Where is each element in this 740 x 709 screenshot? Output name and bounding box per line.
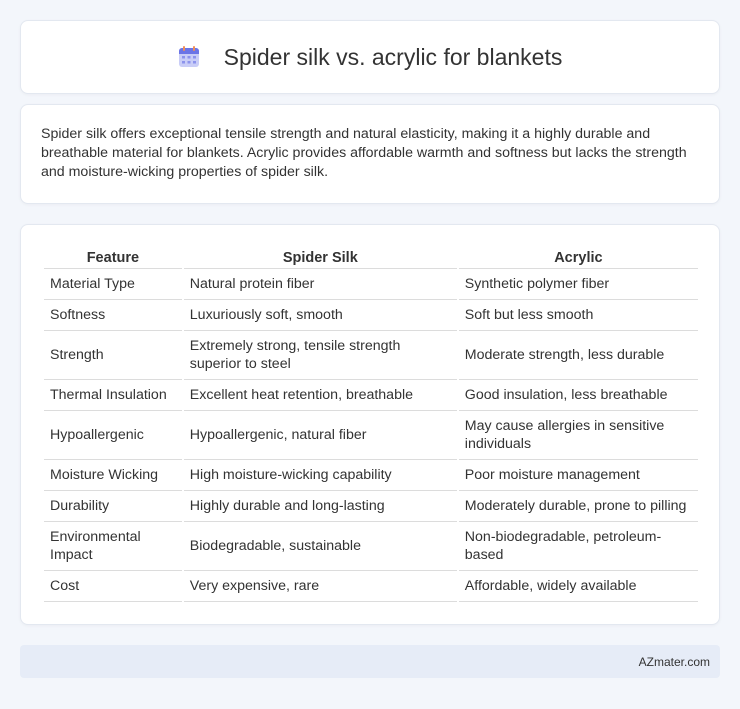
acrylic-cell: Good insulation, less breathable: [459, 380, 698, 411]
table-row: [44, 522, 698, 571]
feature-cell: Cost: [44, 571, 182, 602]
table-row: [44, 269, 698, 300]
spider-silk-cell: Luxuriously soft, smooth: [184, 300, 457, 331]
spider-silk-cell: Natural protein fiber: [184, 269, 457, 300]
feature-cell: Material Type: [44, 269, 182, 300]
feature-cell: Moisture Wicking: [44, 460, 182, 491]
comparison-table: [42, 245, 700, 602]
acrylic-cell: Soft but less smooth: [459, 300, 698, 331]
summary-card: [20, 104, 720, 204]
table-row: [44, 411, 698, 460]
spider-silk-cell: Very expensive, rare: [184, 571, 457, 602]
table-row: [44, 331, 698, 380]
acrylic-cell: Poor moisture management: [459, 460, 698, 491]
footer: [20, 645, 720, 678]
footer-source: AZmater.com: [638, 654, 710, 669]
header-spider-silk: Spider Silk: [184, 245, 457, 269]
acrylic-cell: Non-biodegradable, petroleum-based: [459, 522, 698, 571]
acrylic-cell: Moderately durable, prone to pilling: [459, 491, 698, 522]
acrylic-cell: Moderate strength, less durable: [459, 331, 698, 380]
table-row: [44, 380, 698, 411]
acrylic-cell: Affordable, widely available: [459, 571, 698, 602]
acrylic-cell: May cause allergies in sensitive individuals: [459, 411, 698, 460]
summary-text: Spider silk offers exceptional tensile strength and natural elasticity, making it a highly durable and breathable material for blankets. Acrylic provides affordable warmth and softness but lacks the strength and moisture-wicking properties of spider silk.: [41, 126, 687, 180]
table-row: [44, 460, 698, 491]
calendar-icon: [178, 46, 200, 68]
acrylic-cell: Synthetic polymer fiber: [459, 269, 698, 300]
spider-silk-cell: Extremely strong, tensile strength superior to steel: [184, 331, 457, 380]
title-card: [20, 20, 720, 94]
feature-cell: Environmental Impact: [44, 522, 182, 571]
table-header-row: [44, 245, 698, 269]
feature-cell: Softness: [44, 300, 182, 331]
spider-silk-cell: High moisture-wicking capability: [184, 460, 457, 491]
header-acrylic: Acrylic: [459, 245, 698, 269]
spider-silk-cell: Excellent heat retention, breathable: [184, 380, 457, 411]
feature-cell: Hypoallergenic: [44, 411, 182, 460]
page-title: Spider silk vs. acrylic for blankets: [223, 43, 563, 70]
table-row: [44, 571, 698, 602]
feature-cell: Thermal Insulation: [44, 380, 182, 411]
header-feature: Feature: [44, 245, 182, 269]
feature-cell: Durability: [44, 491, 182, 522]
comparison-table-card: [20, 224, 720, 625]
table-row: [44, 300, 698, 331]
spider-silk-cell: Hypoallergenic, natural fiber: [184, 411, 457, 460]
table-row: [44, 491, 698, 522]
feature-cell: Strength: [44, 331, 182, 380]
spider-silk-cell: Biodegradable, sustainable: [184, 522, 457, 571]
spider-silk-cell: Highly durable and long-lasting: [184, 491, 457, 522]
